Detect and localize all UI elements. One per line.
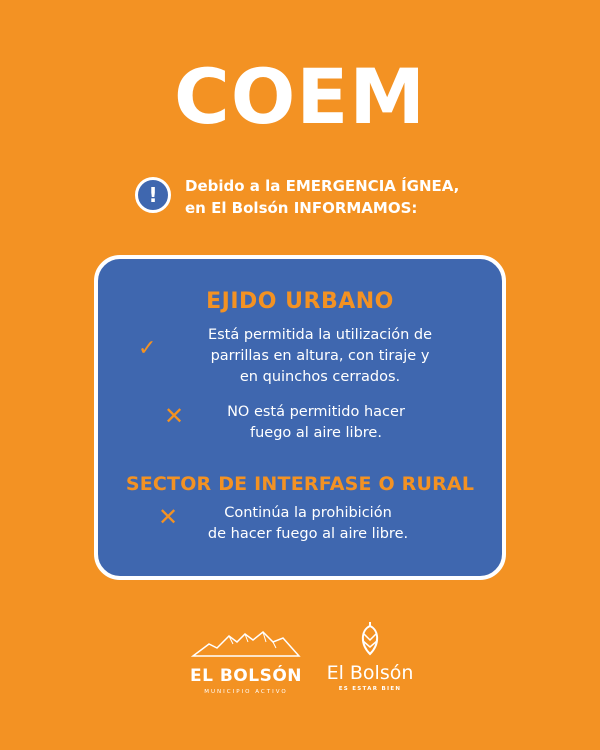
section-heading-interfase-rural: SECTOR DE INTERFASE O RURAL: [125, 473, 475, 495]
notice: [135, 175, 459, 219]
check-icon: ✓: [138, 336, 157, 361]
page-title: COEM: [174, 52, 426, 141]
exclamation-icon: !: [135, 177, 171, 213]
mountain-icon: [191, 630, 301, 658]
municipio-name: EL BOLSÓN: [189, 666, 303, 686]
list-item: NO está permitido hacer fuego al aire libre.: [227, 404, 405, 441]
notice-text: [185, 175, 459, 219]
notice-line-1: Debido a la EMERGENCIA ÍGNEA,: [185, 177, 460, 195]
municipio-tagline: MUNICIPIO ACTIVO: [204, 689, 288, 695]
list-item: Continúa la prohibición de hacer fuego al aire libre.: [207, 505, 409, 542]
municipio-logo: [186, 630, 306, 695]
brand-name: El Bolsón: [326, 662, 414, 684]
hop-icon: [355, 620, 385, 656]
list-item: Está permitida la utilización de parrillas en altura, con tiraje y en quinchos cerrados.: [207, 327, 433, 385]
cross-icon: ✕: [164, 402, 185, 430]
logos: [0, 620, 600, 730]
cross-icon: ✕: [158, 503, 179, 531]
notice-line-2: en El Bolsón INFORMAMOS:: [185, 199, 418, 217]
brand-logo: [320, 620, 420, 692]
section-heading-ejido-urbano: EJIDO URBANO: [206, 289, 394, 314]
info-card: [94, 255, 506, 580]
brand-tagline: ES ESTAR BIEN: [338, 686, 402, 692]
